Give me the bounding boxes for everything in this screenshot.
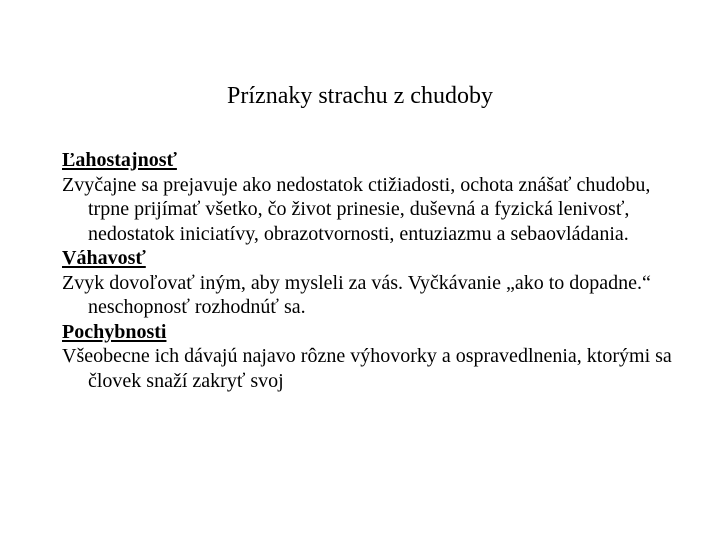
section-text-lahostajnost: Zvyčajne sa prejavuje ako nedostatok ctižiadosti, ochota znášať chudobu, trpne prijímať všetko, čo život prinesie, duševná a fyzická lenivosť, nedostatok iniciatívy, obrazotvornosti, entuziazmu a sebaovládania. — [62, 173, 651, 245]
section-heading-lahostajnost: Ľahostajnosť — [62, 149, 177, 171]
slide-body — [62, 148, 682, 393]
section-text-pochybnosti: Všeobecne ich dávajú najavo rôzne výhovorky a ospravedlnenia, ktorými sa človek snaží zakryť svoj — [62, 345, 672, 392]
section-heading-pochybnosti: Pochybnosti — [62, 320, 167, 343]
section-text-vahavost: Zvyk dovoľovať iným, aby mysleli za vás. Vyčkávanie „ako to dopadne.“ neschopnosť rozhodnúť sa. — [62, 271, 651, 318]
section-heading-vahavost: Váhavosť — [62, 247, 146, 269]
page-title: Príznaky strachu z chudoby — [227, 83, 493, 109]
